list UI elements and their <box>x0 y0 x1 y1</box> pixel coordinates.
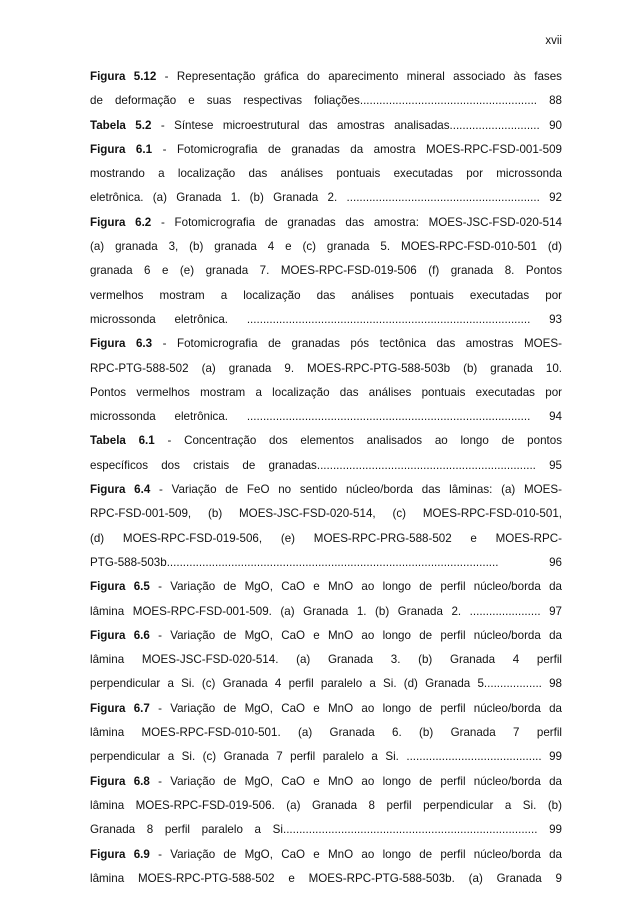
toc-entry-line <box>90 672 562 696</box>
toc-entry-line <box>90 405 562 429</box>
toc-entry-text: perpendicular a Si. (c) Granada 7 perfil paralelo a Si. .......................................... 99 <box>90 750 562 764</box>
toc-entry-label: Figura 6.7 <box>90 701 150 715</box>
toc-entry-line <box>90 381 562 405</box>
toc-entry-text: - Variação de FeO no sentido núcleo/borda das lâminas: (a) MOES- <box>159 483 562 497</box>
toc-entry-line <box>90 867 562 891</box>
toc-entry-line <box>90 770 562 794</box>
toc-entry-text: - Variação de MgO, CaO e MnO ao longo de perfil núcleo/borda da <box>158 628 562 642</box>
toc-entry-line <box>90 429 562 453</box>
toc-entry-line <box>90 454 562 478</box>
toc-entry-text: lâmina MOES-RPC-FSD-019-506. (a) Granada 8 perfil perpendicular a Si. (b) <box>90 798 562 812</box>
toc-entry-line <box>90 527 562 551</box>
toc-entry-label: Figura 6.1 <box>90 142 153 156</box>
toc-entry-text: Granada 8 perfil paralelo a Si............................................................................... 99 <box>90 823 562 837</box>
toc-entry-text: - Variação de MgO, CaO e MnO ao longo de perfil núcleo/borda da <box>158 774 562 788</box>
toc-entry-text: (a) granada 3, (b) granada 4 e (c) granada 5. MOES-RPC-FSD-010-501 (d) <box>90 240 562 254</box>
toc-entry-line <box>90 138 562 162</box>
toc-entry-text: - Variação de MgO, CaO e MnO ao longo de perfil núcleo/borda da <box>158 701 562 715</box>
toc-entry-line <box>90 357 562 381</box>
toc-entry-text: perpendicular a Si. (c) Granada 4 perfil paralelo a Si. (d) Granada 5.................. 98 <box>90 677 562 691</box>
toc-entry-text: (d) MOES-RPC-FSD-019-506, (e) MOES-RPC-PRG-588-502 e MOES-RPC- <box>90 531 562 545</box>
toc-entry-text: PTG-588-503b....................................................................................................... 96 <box>90 555 562 569</box>
toc-entry-line <box>90 600 562 624</box>
page-number: xvii <box>545 35 562 47</box>
toc-entry-line <box>90 794 562 818</box>
toc-entry-line <box>90 575 562 599</box>
toc-entry-line <box>90 162 562 186</box>
toc-entry-label: Figura 6.6 <box>90 628 150 642</box>
toc-entry-text: lâmina MOES-RPC-PTG-588-502 e MOES-RPC-PTG-588-503b. (a) Granada 9 <box>90 871 562 885</box>
toc-entry-line <box>90 697 562 721</box>
toc-entry-label: Figura 6.5 <box>90 580 150 594</box>
toc-entry-text: mostrando a localização das análises pontuais executadas por microssonda <box>90 167 562 181</box>
list-of-figures <box>90 65 562 891</box>
toc-entry-line <box>90 843 562 867</box>
toc-entry-line <box>90 745 562 769</box>
toc-entry-line <box>90 721 562 745</box>
toc-entry-text: vermelhos mostram a localização das análises pontuais executadas por <box>90 288 562 302</box>
toc-entry-text: - Variação de MgO, CaO e MnO ao longo de perfil núcleo/borda da <box>158 580 562 594</box>
toc-entry-text: Pontos vermelhos mostram a localização das análises pontuais executadas por <box>90 385 562 399</box>
toc-entry-line <box>90 551 562 575</box>
toc-entry-line <box>90 502 562 526</box>
toc-entry-text: - Variação de MgO, CaO e MnO ao longo de perfil núcleo/borda da <box>158 847 562 861</box>
toc-entry-text: lâmina MOES-RPC-FSD-010-501. (a) Granada 6. (b) Granada 7 perfil <box>90 726 562 740</box>
toc-entry-line <box>90 624 562 648</box>
toc-entry-label: Tabela 6.1 <box>90 434 155 448</box>
toc-entry-text: granada 6 e (e) granada 7. MOES-RPC-FSD-019-506 (f) granada 8. Pontos <box>90 264 562 278</box>
toc-entry-label: Figura 6.8 <box>90 774 150 788</box>
toc-entry-label: Figura 5.12 <box>90 70 157 83</box>
toc-entry-text: específicos dos cristais de granadas.................................................................... 95 <box>90 458 562 472</box>
toc-entry-line <box>90 478 562 502</box>
toc-entry-text: eletrônica. (a) Granada 1. (b) Granada 2. ............................................................ 92 <box>90 191 562 205</box>
toc-entry-line <box>90 65 562 89</box>
toc-entry-label: Figura 6.9 <box>90 847 150 861</box>
toc-entry-text: microssonda eletrônica. ........................................................................................ 94 <box>90 410 562 424</box>
toc-entry-text: de deformação e suas respectivas foliações....................................................... 88 <box>90 94 562 108</box>
toc-entry-label: Tabela 5.2 <box>90 118 152 132</box>
toc-entry-text: - Fotomicrografia de granadas da amostra MOES-RPC-FSD-001-509 <box>162 142 562 156</box>
toc-entry-line <box>90 284 562 308</box>
toc-entry-text: - Representação gráfica do aparecimento mineral associado às fases <box>164 70 562 83</box>
toc-entry-label: Figura 6.2 <box>90 215 152 229</box>
toc-entry-line <box>90 818 562 842</box>
toc-entry-line <box>90 186 562 210</box>
toc-entry-label: Figura 6.3 <box>90 337 153 351</box>
toc-entry-text: - Fotomicrografia de granadas pós tectônica das amostras MOES- <box>162 337 562 351</box>
toc-entry-text: - Fotomicrografia de granadas das amostra: MOES-JSC-FSD-020-514 <box>160 215 562 229</box>
toc-entry-text: microssonda eletrônica. ........................................................................................ 93 <box>90 312 562 326</box>
toc-entry-line <box>90 332 562 356</box>
toc-entry-text: lâmina MOES-JSC-FSD-020-514. (a) Granada 3. (b) Granada 4 perfil <box>90 653 562 667</box>
toc-entry-text: - Síntese microestrutural das amostras analisadas............................ 90 <box>160 118 563 132</box>
toc-entry-line <box>90 89 562 113</box>
toc-entry-line <box>90 308 562 332</box>
toc-entry-line <box>90 211 562 235</box>
toc-entry-text: RPC-PTG-588-502 (a) granada 9. MOES-RPC-PTG-588-503b (b) granada 10. <box>90 361 562 375</box>
toc-entry-text: - Concentração dos elementos analisados ao longo de pontos <box>167 434 562 448</box>
toc-entry-line <box>90 259 562 283</box>
toc-entry-line <box>90 114 562 138</box>
toc-entry-line <box>90 648 562 672</box>
toc-entry-line <box>90 235 562 259</box>
toc-entry-label: Figura 6.4 <box>90 483 151 497</box>
toc-entry-text: RPC-FSD-001-509, (b) MOES-JSC-FSD-020-514, (c) MOES-RPC-FSD-010-501, <box>90 507 562 521</box>
toc-entry-text: lâmina MOES-RPC-FSD-001-509. (a) Granada 1. (b) Granada 2. ...................... 97 <box>90 604 562 618</box>
